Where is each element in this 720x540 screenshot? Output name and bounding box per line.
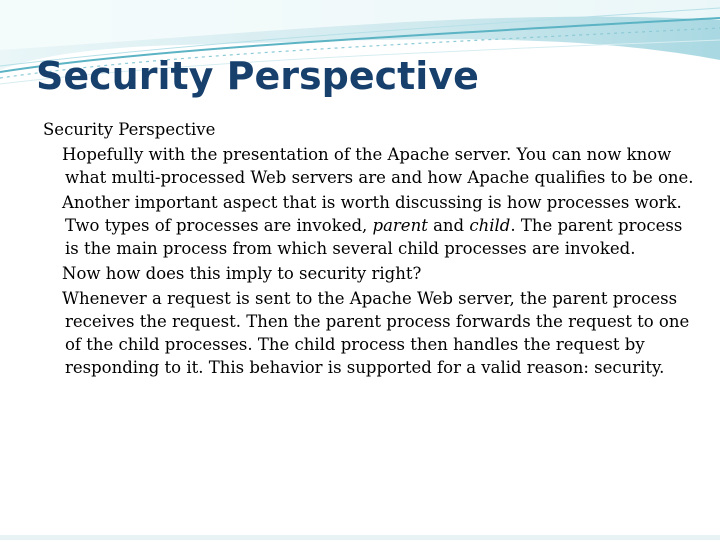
child-term: child <box>469 216 511 235</box>
paragraph-2 <box>62 191 700 260</box>
slide-body <box>40 118 700 381</box>
slide-title: Security Perspective <box>36 54 479 98</box>
slide-subheading: Security Perspective <box>43 120 216 139</box>
bottom-border <box>0 535 720 540</box>
paragraph-2-text-a: Another important aspect that is worth discussing is how processes work. Two types of processes are invoked, <box>62 193 682 235</box>
parent-term: parent <box>372 216 428 235</box>
paragraph-1: Hopefully with the presentation of the Apache server. You can now know what multi-processed Web servers are and how Apache qualifies to be one. <box>62 145 694 187</box>
paragraph-4: Whenever a request is sent to the Apache Web server, the parent process receives the request. Then the parent process forwards the request to one of the child processes. The child process then handles the request by responding to it. This behavior is supported for a valid reason: security. <box>62 289 690 377</box>
paragraph-2-text-b: and <box>427 216 470 235</box>
paragraph-2-text-c: . The parent process is the main process from which several child processes are invoked. <box>65 216 683 258</box>
paragraph-3: Now how does this imply to security right? <box>62 264 422 283</box>
